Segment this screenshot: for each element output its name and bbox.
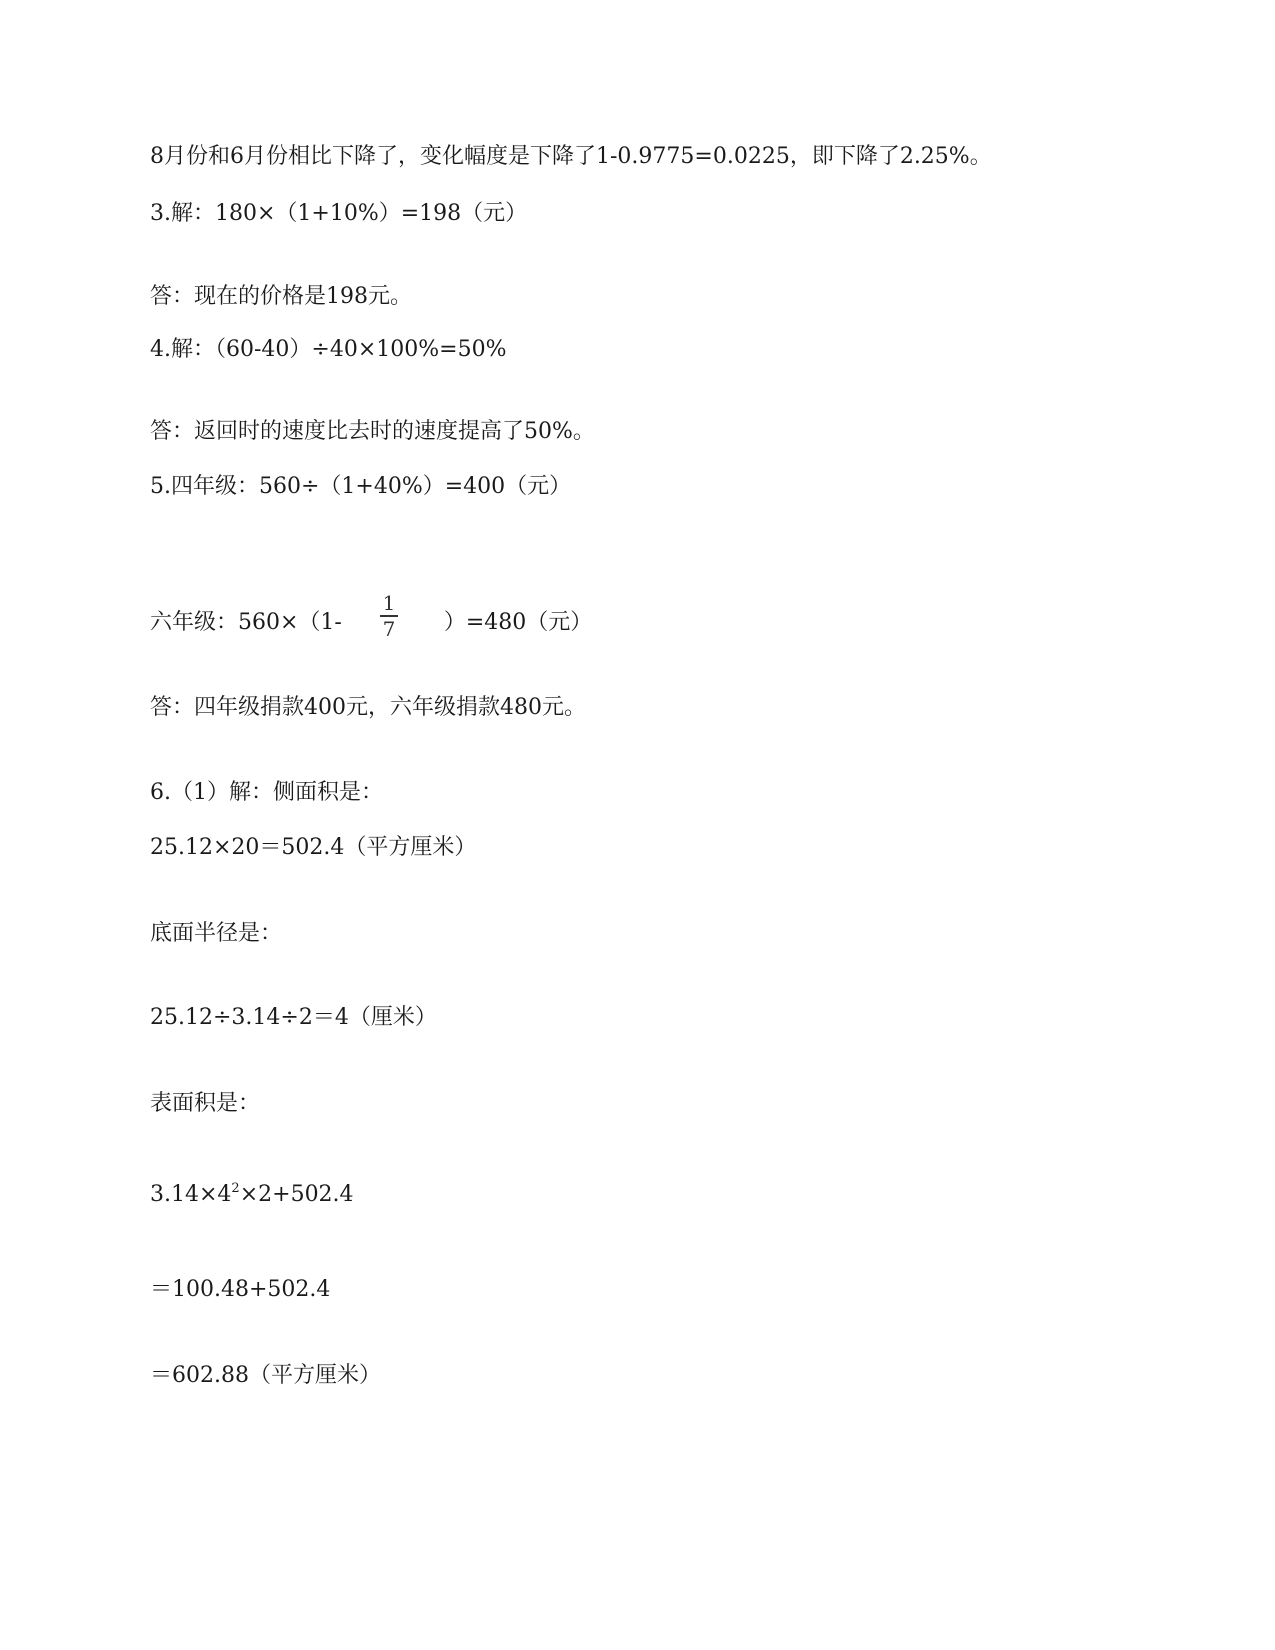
text-line-q5-grade6 xyxy=(150,609,592,637)
text-line-surface-sum: ＝100.48+502.4 xyxy=(150,1277,331,1302)
grade6-before: 六年级：560×（1- xyxy=(150,610,342,635)
fraction-numerator: 1 xyxy=(382,591,396,615)
grade6-after: ）=480（元） xyxy=(443,610,593,635)
text-line-q4-answer: 答：返回时的速度比去时的速度提高了50%。 xyxy=(150,419,595,444)
text-line-q5-answer: 答：四年级捐款400元，六年级捐款480元。 xyxy=(150,695,586,720)
surface-after: ×2+502.4 xyxy=(239,1182,354,1207)
text-line-q5-grade4: 5.四年级：560÷（1+40%）=400（元） xyxy=(150,474,572,499)
text-line-q3-answer: 答：现在的价格是198元。 xyxy=(150,284,412,309)
text-line-surface-calc xyxy=(150,1181,354,1209)
text-line-surface-result: ＝602.88（平方厘米） xyxy=(150,1363,381,1388)
text-line-change-rate: 8月份和6月份相比下降了，变化幅度是下降了1-0.9775=0.0225，即下降了2.25%。 xyxy=(150,144,992,169)
text-line-radius-calc: 25.12÷3.14÷2＝4（厘米） xyxy=(150,1005,437,1030)
text-line-q3-solution: 3.解：180×（1+10%）=198（元） xyxy=(150,201,528,226)
text-line-surface-heading: 表面积是： xyxy=(150,1091,261,1116)
text-line-radius-heading: 底面半径是： xyxy=(150,921,283,946)
surface-before: 3.14×4 xyxy=(150,1182,232,1207)
text-line-q4-solution: 4.解：（60-40）÷40×100%=50% xyxy=(150,337,507,362)
text-line-q6-heading: 6.（1）解：侧面积是： xyxy=(150,780,383,805)
surface-exponent: 2 xyxy=(231,1181,240,1196)
text-line-lateral-area: 25.12×20＝502.4（平方厘米） xyxy=(150,835,477,860)
fraction-denominator: 7 xyxy=(382,616,396,641)
